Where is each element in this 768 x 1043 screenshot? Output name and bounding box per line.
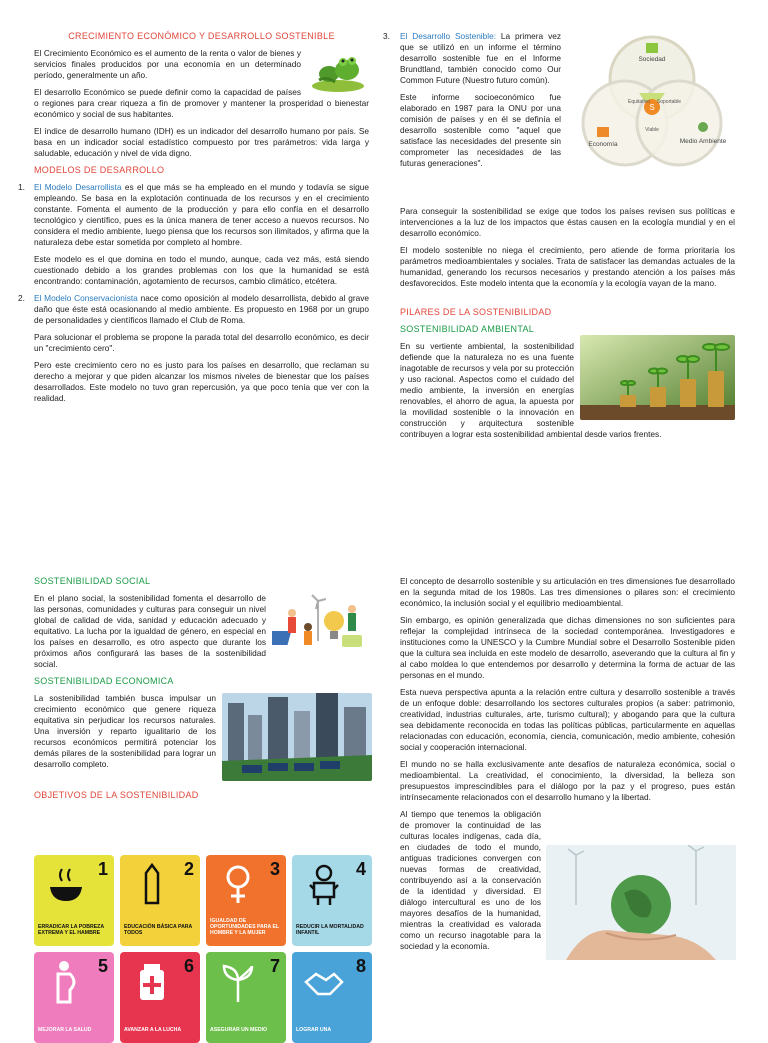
- sdg-number-8: 8: [355, 956, 366, 976]
- model-item-1: [18, 182, 369, 287]
- right-top-column: [383, 31, 735, 446]
- culturas-paragraph: Al tiempo que tenemos la obligación de promover la continuidad de las culturas locales indígenas, cada día, en ciudades de todo el mundo, antiguas tradiciones convergen con nuevas formas de creatividad, contribuyendo así a la conservación de la identidad y diversidad. El diálogo intercultural es uno de los mayores desafíos de la humanidad, mientras la creatividad es valorada como un recurso inagotable para la sociedad y la economía.: [400, 809, 541, 951]
- ambiental-paragraph: En su vertiente ambiental, la sostenibilidad defiende que la naturaleza no es una fuente inagotable de recursos y vela por su protección y uso racional. Aspectos como el cuidado del medio ambiente, la inversión en energías renovables, el ahorro de agua, la apuesta por la movilidad sostenible o la innovación en construcción y arquitectura sostenible contribuyen a lograr esta sostenibilidad ambiental desde varios frentes.: [400, 341, 662, 439]
- sdg-tile-4: [292, 855, 372, 946]
- pregnant-woman-icon: [42, 958, 90, 1006]
- sdg-tile-6: [120, 952, 200, 1043]
- venn-medio-label: Medio Ambiente: [679, 138, 727, 145]
- pencil-icon: [128, 861, 176, 909]
- sdg-tile-1: [34, 855, 114, 946]
- sdg-number-1: 1: [97, 859, 108, 879]
- hand-globe-image: [546, 845, 736, 960]
- desarrollo-paragraph: El desarrollo Económico se puede definir como la capacidad de países o regiones para crear riqueza a fin de promover y mantener la prosperidad o bienestar económico y social de sus habitantes.: [34, 87, 369, 119]
- economica-paragraph: La sostenibilidad también busca impulsar un crecimiento económico que genere riqueza equitativa sin perjudicar los recursos naturales. Una inversión y reparto igualitario de los recursos económicos permitirá potenciar los demás pilares de la sostenibilidad para lograr un desarrollo completo.: [34, 693, 216, 769]
- venn-center-label: S: [649, 103, 655, 112]
- models-list: [18, 182, 369, 404]
- left-top-column: [18, 31, 369, 410]
- model-sostenible-text: La primera vez que se utilizó en un informe el término desarrollo sostenible fue en el Informe Brundtland, también conocido como Our Common Future (Nuestro futuro común).: [400, 31, 561, 85]
- sostenibilidad-paragraph-2: El modelo sostenible no niega el crecimiento, pero atiende de forma prioritaria los parámetros medioambientales y sociales. Trata de satisfacer las demandas actuales de la humanidad, generando los recursos necesarios y prestando atención a los países más desfavorecidos. Este modelo intenta que la economía y la ecología vayan de la mano.: [400, 245, 735, 288]
- sdg-number-2: 2: [183, 859, 194, 879]
- sdg-tile-5: [34, 952, 114, 1043]
- unesco-paragraph: Sin embargo, es opinión generalizada que dichas dimensiones no son suficientes para reflejar la complejidad intrínseca de la sociedad contemporánea. Investigadores e instituciones como la UNESCO y la Cumbre Mundial sobre el Desarrollo Sostenible piden que la cultura sea incluida en este modelo de desarrollo, aseverando que la cultura al fin y al cabo moldea lo que entendemos por desarrollo y determina la forma de actuar de las personas en el mundo.: [400, 615, 735, 680]
- food-bowl-icon: [42, 861, 90, 909]
- pilares-heading: PILARES DE LA SOSTENIBILIDAD: [400, 307, 552, 317]
- social-illustration-image: [272, 591, 372, 661]
- ambiental-heading: SOSTENIBILIDAD AMBIENTAL: [400, 324, 535, 334]
- sdg-tile-2: [120, 855, 200, 946]
- coins-plants-image: [580, 335, 735, 420]
- venn-economia-label: Economía: [588, 141, 618, 148]
- desafios-paragraph: El mundo no se halla exclusivamente ante desafíos de naturaleza económica, social o medioambiental. La creatividad, el conocimiento, la diversidad, la belleza son presupuestos imprescindibles para el diálogo por la paz y el progreso, pues están intrínsecamente relacionados con el desarrollo humano y la libertad.: [400, 759, 735, 802]
- sustainable-model-block: [383, 31, 735, 206]
- cultura-paragraph: Esta nueva perspectiva apunta a la relación entre cultura y desarrollo sostenible a través de un enfoque doble: desarrollando los sectores culturales propios (a saber: patrimonio, creatividad, industrias culturales, arte, turismo cultural); y abogando para que la cultura sea debidamente reconocida en todas las políticas públicas, particularmente en aquellas relacionadas con educación, economía, ciencia, comunicación, medio ambiente, cohesión social y cooperación internacional.: [400, 687, 735, 752]
- venn-soportable-label: Soportable: [656, 99, 682, 105]
- gender-symbol-icon: [214, 861, 262, 909]
- sdg-label-6: AVANZAR A LA LUCHA: [124, 1027, 182, 1033]
- sdg-tile-3: [206, 855, 286, 946]
- model-conservacionista-paragraph-2: Para solucionar el problema se propone la parada total del desarrollo económico, es decir un "crecimiento cero".: [34, 332, 369, 353]
- model-item-2: [18, 293, 369, 404]
- models-heading: MODELOS DE DESARROLLO: [34, 165, 165, 175]
- sdg-label-1: ERRADICAR LA POBREZA EXTREMA Y EL HAMBRE: [38, 924, 104, 936]
- sdg-number-4: 4: [355, 859, 366, 879]
- sdg-goals-grid: [34, 855, 372, 1035]
- model-sostenible-link[interactable]: El Desarrollo Sostenible:: [400, 31, 497, 41]
- social-heading: SOSTENIBILIDAD SOCIAL: [34, 576, 151, 586]
- left-bottom-column: [34, 576, 372, 807]
- venn-sociedad-label: Sociedad: [638, 56, 666, 63]
- frog-image: [307, 46, 369, 94]
- sdg-number-5: 5: [97, 956, 108, 976]
- city-solar-image: [222, 693, 372, 781]
- sdg-label-5: MEJORAR LA SALUD: [38, 1027, 92, 1033]
- sdg-label-3: IGUALDAD DE OPORTUNIDADES PARA EL HOMBRE Y LA MUJER: [210, 918, 280, 936]
- sdg-tile-8: [292, 952, 372, 1043]
- model-conservacionista-paragraph-3: Pero este crecimiento cero no es justo para los países en desarrollo, que reclaman su derecho a mejorar y que piden alcanzar los mismos niveles de bienestar que los países desarrollados. Este modelo no tuvo gran repercusión, ya que poco tenía que ver con la realidad.: [34, 360, 369, 403]
- model-number-2: 2.: [18, 293, 25, 303]
- model-conservacionista-link[interactable]: El Modelo Conservacionista: [34, 293, 138, 303]
- sdg-number-6: 6: [183, 956, 194, 976]
- brundtland-paragraph: Este informe socioeconómico fue elaborado en 1987 para la ONU por una comisión de países y en él se definía el desarrollo sostenible como "aquel que satisface las necesidades del presente sin comprometer las necesidades de las futuras generaciones".: [400, 92, 561, 168]
- sdg-label-7: ASEGURAR UN MEDIO: [210, 1027, 268, 1033]
- sdg-label-4: REDUCIR LA MORTALIDAD INFANTIL: [296, 924, 364, 936]
- venn-equitativo-label: Equitativo: [628, 99, 650, 105]
- model-desarrollista-paragraph-2: Este modelo es el que domina en todo el mundo, aunque, cada vez más, está siendo cuestionado debido a los grandes problemas con los que la humanidad se está encontrando: contaminación, agotamiento de recursos, cambio climático, etcétera.: [34, 254, 369, 286]
- sdg-number-7: 7: [269, 956, 280, 976]
- objetivos-heading: OBJETIVOS DE LA SOSTENIBILIDAD: [34, 790, 199, 800]
- right-bottom-column: [400, 576, 735, 962]
- tres-dimensiones-paragraph: El concepto de desarrollo sostenible y su articulación en tres dimensiones fue desarrollado en la segunda mitad de los 1980s. Las tres dimensiones o pilares son: el crecimiento económico, la inclusión social y el equilibrio medioambiental.: [400, 576, 735, 608]
- model-conservacionista-text: nace como oposición al modelo desarrollista, debido al grave daño que éste está ocasionando al medio ambiente. Es propuesto en 1968 por un grupo de personalidades y científicos llamado el Club de Roma.: [34, 293, 369, 325]
- sdg-label-2: EDUCACIÓN BÁSICA PARA TODOS: [124, 924, 193, 936]
- crecimiento-paragraph: El Crecimiento Económico es el aumento de la renta o valor de bienes y servicios finales producidos por una economía en un determinado período, generalmente un año.: [34, 48, 301, 80]
- model-desarrollista-text: es el que más se ha empleado en el mundo y todavía se sigue empleando. Se basa en la explotación continuada de los recursos y en el crecimiento constante. Fomenta el aumento de la producción y para ello confía en el desarrollo tecnológico y científico, pues es la única manera de tener acceso a nuevos recursos. No considera el medio ambiente, luego piensa que los recursos son ilimitados, y afirma que la naturaleza debe estar sometida por completo al hombre.: [34, 182, 369, 247]
- sdg-tile-7: [206, 952, 286, 1043]
- venn-viable-label: Viable: [645, 127, 659, 133]
- handshake-icon: [300, 958, 348, 1006]
- model-number-3: 3.: [383, 31, 390, 41]
- main-title: CRECIMIENTO ECONÓMICO Y DESARROLLO SOSTENIBLE: [68, 31, 335, 41]
- sdg-number-3: 3: [269, 859, 280, 879]
- idh-paragraph: El índice de desarrollo humano (IDH) es un indicador del desarrollo humano por país. Se basa en un indicador social estadístico compuesto por tres parámetros: vida larga y saludable, educación y nivel de vida digno.: [34, 126, 369, 158]
- model-number-1: 1.: [18, 182, 25, 192]
- baby-icon: [300, 861, 348, 909]
- sostenibilidad-paragraph-1: Para conseguir la sostenibilidad se exige que todos los países revisen sus políticas e intervenciones a la luz de los impactos que éstas causen en la ecología mundial y en el desarrollo económico.: [400, 206, 735, 238]
- model-desarrollista-link[interactable]: El Modelo Desarrollista: [34, 182, 122, 192]
- plant-leaves-icon: [214, 958, 262, 1006]
- sdg-label-8: LOGRAR UNA: [296, 1027, 332, 1033]
- economica-heading: SOSTENIBILIDAD ECONOMICA: [34, 676, 174, 686]
- medicine-bottle-icon: [128, 958, 176, 1006]
- culturas-block: [400, 809, 735, 952]
- social-paragraph: En el plano social, la sostenibilidad fomenta el desarrollo de las personas, comunidades y culturas para conseguir un nivel global de calidad de vida, sanidad y educación adecuado y equitativo. La lucha por la igualdad de género, en especial en los países en desarrollo, es otro aspecto que durante los próximos años configurará las bases de la sostenibilidad social.: [34, 593, 266, 669]
